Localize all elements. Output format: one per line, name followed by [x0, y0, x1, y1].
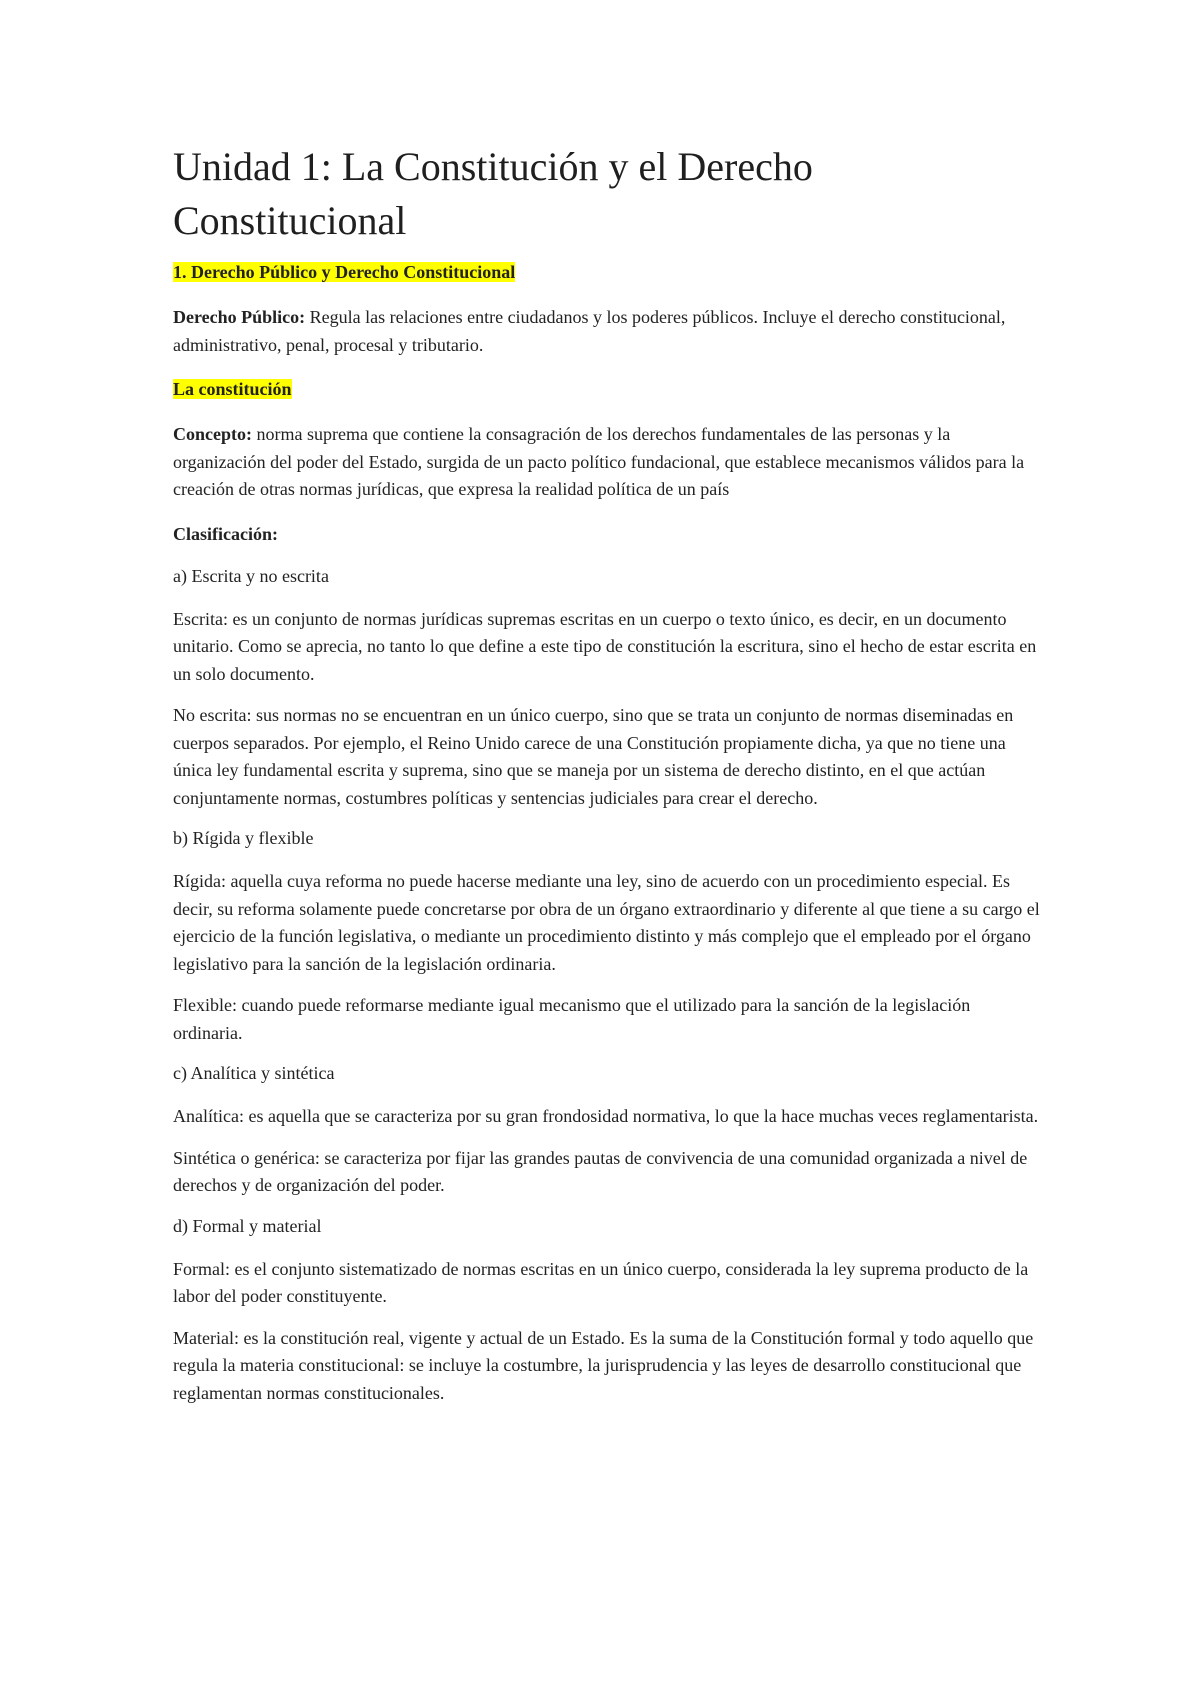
paragraph-formal: Formal: es el conjunto sistematizado de normas escritas en un único cuerpo, considerada la ley suprema producto de la labor del poder constituyente. — [173, 1258, 1029, 1306]
paragraph-sintetica: Sintética o genérica: se caracteriza por fijar las grandes pautas de convivencia de una comunidad organizada a nivel de derechos y de organización del poder. — [173, 1147, 1028, 1195]
paragraph-escrita: Escrita: es un conjunto de normas jurídicas supremas escritas en un cuerpo o texto único, es decir, en un documento unitario. Como se aprecia, no tanto lo que define a este tipo de constitución la escritura, sino el hecho de estar escrita en un solo documento. — [173, 608, 1037, 684]
section-heading-constitucion — [173, 377, 1043, 401]
document-page — [173, 140, 1043, 1421]
classification-item-a: a) Escrita y no escrita — [173, 565, 329, 586]
section-heading-text: 1. Derecho Público y Derecho Constitucional — [173, 262, 516, 282]
classification-item-d: d) Formal y material — [173, 1215, 322, 1236]
paragraph-rigida: Rígida: aquella cuya reforma no puede hacerse mediante una ley, sino de acuerdo con un procedimiento especial. Es decir, su reforma solamente puede concretarse por obra de un órgano extraordinario y diferente al que tiene a su cargo el ejercicio de la función legislativa, o mediante un procedimiento distinto y más complejo que el empleado por el órgano legislativo para la sanción de la legislación ordinaria. — [173, 871, 1040, 974]
clasificacion-heading: Clasificación: — [173, 523, 278, 544]
term-label: Concepto: — [173, 424, 252, 444]
paragraph-analitica: Analítica: es aquella que se caracteriza por su gran frondosidad normativa, lo que la hace muchas veces reglamentarista. — [173, 1106, 1039, 1126]
classification-item-c: c) Analítica y sintética — [173, 1063, 335, 1083]
paragraph-concepto — [173, 421, 1043, 504]
term-label: Derecho Público: — [173, 307, 306, 327]
paragraph-flexible: Flexible: cuando puede reformarse mediante igual mecanismo que el utilizado para la sanción de la legislación ordinaria. — [173, 995, 971, 1043]
term-definition: norma suprema que contiene la consagración de los derechos fundamentales de las personas y la organización del poder del Estado, surgida de un pacto político fundacional, que establece mecanismos válidos para la creación de otras normas jurídicas, que expresa la realidad política de un país — [173, 424, 1025, 499]
document-title: Unidad 1: La Constitución y el Derecho Constitucional — [173, 144, 813, 243]
paragraph-derecho-publico — [173, 304, 1043, 359]
classification-item-b: b) Rígida y flexible — [173, 828, 314, 848]
paragraph-material: Material: es la constitución real, vigente y actual de un Estado. Es la suma de la Constitución formal y todo aquello que regula la materia constitucional: se incluye la costumbre, la jurisprudencia y las leyes de desarrollo constitucional que reglamentan normas constitucionales. — [173, 1327, 1034, 1403]
term-definition: Regula las relaciones entre ciudadanos y los poderes públicos. Incluye el derecho constitucional, administrativo, penal, procesal y tributario. — [173, 307, 1006, 355]
section-heading-text: La constitución — [173, 379, 292, 399]
paragraph-no-escrita: No escrita: sus normas no se encuentran en un único cuerpo, sino que se trata un conjunto de normas diseminadas en cuerpos separados. Por ejemplo, el Reino Unido carece de una Constitución propiamente dicha, ya que no tiene una única ley fundamental escrita y suprema, sino que se maneja por un sistema de derecho distinto, en el que actúan conjuntamente normas, costumbres políticas y sentencias judiciales para crear el derecho. — [173, 705, 1014, 808]
section-heading-derecho-publico — [173, 260, 1043, 284]
